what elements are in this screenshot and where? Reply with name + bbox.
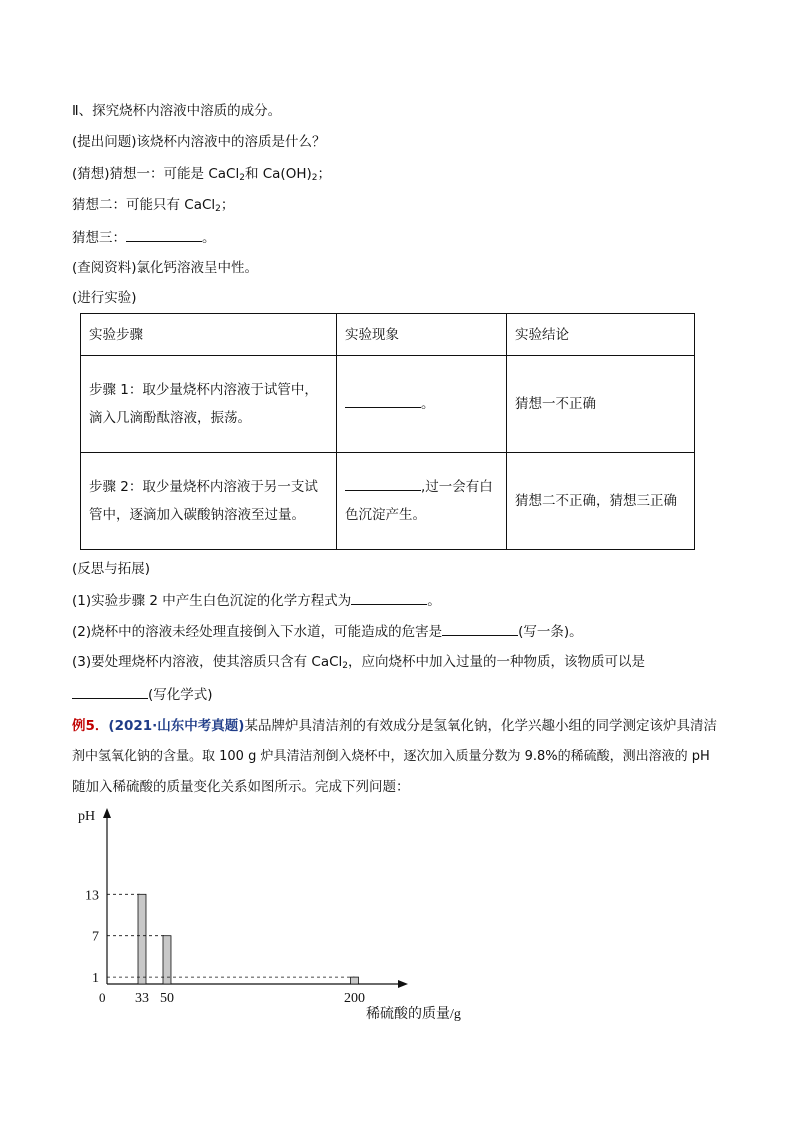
- question-3-answer: [72, 684, 213, 705]
- hyp3-end: 。: [202, 230, 216, 246]
- header-conclusion: 实验结论: [507, 314, 695, 356]
- subscript: 2: [215, 204, 221, 214]
- step-text: 管中，逐滴加入碳酸钠溶液至过量。: [89, 507, 305, 523]
- answer-blank[interactable]: [126, 227, 202, 242]
- step-text: 滴入几滴酚酞溶液，振荡。: [89, 410, 251, 426]
- ph-chart: [70, 800, 530, 1030]
- x-axis-label: 稀硫酸的质量/g: [366, 1007, 461, 1022]
- question-3: [72, 652, 645, 672]
- phenomenon-text: ,过一会有白: [421, 479, 493, 495]
- experiment-title: (进行实验): [72, 290, 137, 306]
- bar: [138, 894, 146, 984]
- example-5-line-2: 剂中氢氧化钠的含量。取 100 g 炉具清洁剂倒入烧杯中，逐次加入质量分数为 9.8%的稀硫酸，测出溶液的 pH: [72, 749, 710, 764]
- origin-label: 0: [99, 990, 106, 1005]
- phenomenon-line: [345, 473, 498, 501]
- answer-blank[interactable]: [351, 590, 427, 605]
- x-tick-label: 200: [344, 991, 365, 1006]
- example-label: 例5．: [72, 718, 109, 734]
- x-tick-label: 50: [159, 991, 174, 1006]
- reflect-title: (反思与拓展): [72, 561, 151, 577]
- y-tick-label: 13: [85, 888, 99, 904]
- q1-text: (1)实验步骤 2 中产生白色沉淀的化学方程式为: [72, 593, 352, 609]
- bar: [351, 977, 359, 984]
- step-cell: [81, 453, 337, 550]
- reference-line: (查阅资料)氯化钙溶液呈中性。: [72, 260, 259, 276]
- phenomenon-cell: [337, 453, 507, 550]
- q2-end: (写一条)。: [518, 624, 583, 640]
- phenomenon-text: 色沉淀产生。: [345, 507, 426, 523]
- q2-text: (2)烧杯中的溶液未经处理直接倒入下水道，可能造成的危害是: [72, 624, 443, 640]
- example-source: (2021·山东中考真题): [108, 718, 245, 734]
- y-tick-label: 7: [92, 929, 99, 945]
- q3-text: (3)要处理烧杯内溶液，使其溶质只含有 CaCl: [72, 654, 343, 670]
- step-text: 步骤 1：取少量烧杯内溶液于试管中，: [89, 382, 318, 398]
- answer-blank[interactable]: [72, 684, 148, 699]
- conclusion-cell: 猜想二不正确，猜想三正确: [507, 453, 695, 550]
- section-title: Ⅱ、探究烧杯内溶液中溶质的成分。: [72, 103, 282, 119]
- q1-end: 。: [427, 593, 441, 609]
- example-text: 某品牌炉具清洁剂的有效成分是氢氧化钠，化学兴趣小组的同学测定该炉具清洁: [244, 718, 717, 734]
- answer-blank[interactable]: [345, 476, 421, 491]
- example-5-line-1: [72, 716, 717, 736]
- phenomenon-cell: [337, 356, 507, 453]
- hyp1-end: ；: [317, 166, 331, 182]
- question-1: [72, 590, 441, 611]
- hypothesis-3: [72, 227, 216, 248]
- y-axis-arrow-icon: [103, 808, 111, 818]
- hyp2-end: ；: [220, 197, 235, 213]
- y-axis-label: pH: [78, 809, 96, 824]
- x-tick-label: 33: [135, 991, 149, 1006]
- hyp2-prefix: 猜想二：可能只有 CaCl: [72, 197, 216, 213]
- answer-blank[interactable]: [345, 393, 421, 408]
- step-cell: [81, 356, 337, 453]
- hyp3-prefix: 猜想三：: [72, 230, 126, 246]
- example-5-line-3: 随加入稀硫酸的质量变化关系如图所示。完成下列问题：: [72, 779, 410, 795]
- hyp1-prefix: (猜想)猜想一：可能是 CaCl: [72, 166, 240, 182]
- hypothesis-2: [72, 195, 234, 215]
- header-step: 实验步骤: [81, 314, 337, 356]
- x-axis-arrow-icon: [398, 980, 408, 988]
- q3-text-end: ，应向烧杯中加入过量的一种物质，该物质可以是: [348, 654, 646, 670]
- hyp1-mid: 和 Ca(OH): [244, 166, 312, 182]
- header-phenomenon: 实验现象: [337, 314, 507, 356]
- phenomenon-end: 。: [421, 396, 435, 412]
- question-line: (提出问题)该烧杯内溶液中的溶质是什么？: [72, 134, 326, 150]
- subscript: 2: [239, 173, 245, 183]
- table-row: [81, 356, 695, 453]
- y-tick-label: 1: [92, 971, 99, 987]
- q3-answer-end: (写化学式): [148, 687, 213, 703]
- step-text: 步骤 2：取少量烧杯内溶液于另一支试: [89, 479, 318, 495]
- question-2: [72, 621, 583, 642]
- experiment-table: [80, 313, 695, 550]
- subscript: 2: [342, 661, 349, 671]
- conclusion-cell: 猜想一不正确: [507, 356, 695, 453]
- table-header-row: [81, 314, 695, 356]
- subscript: 2: [311, 173, 318, 183]
- hypothesis-1: [72, 164, 331, 184]
- answer-blank[interactable]: [442, 621, 518, 636]
- table-row: [81, 453, 695, 550]
